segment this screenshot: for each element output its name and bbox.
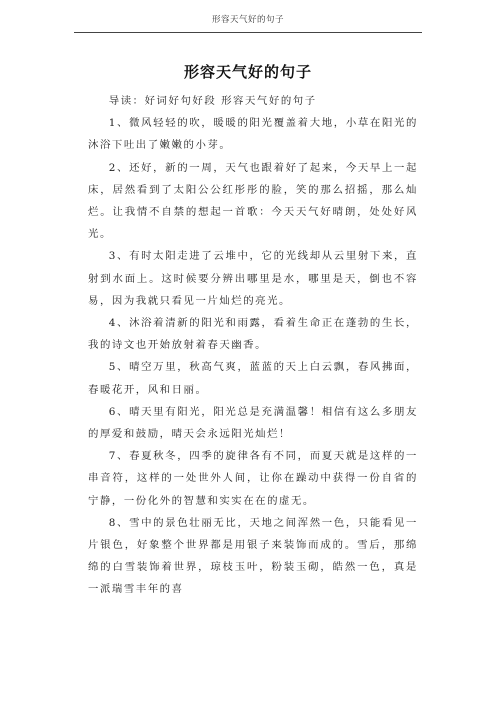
- document-title: 形容天气好的句子: [183, 63, 312, 81]
- paragraph-8: 8、雪中的景色壮丽无比，天地之间浑然一色，只能看见一片银色，好象整个世界都是用银子来装饰而成的。雪后，那绵绵的白雪装饰着世界，琼枝玉叶，粉装玉砌，皓然一色，真是一派瑞雪丰年的喜: [88, 516, 418, 596]
- paragraph-5: 5、晴空万里，秋高气爽，蓝蓝的天上白云飘，春风拂面，春暖花开，风和日丽。: [88, 361, 418, 396]
- paragraph-2: 2、还好，新的一周，天气也跟着好了起来，今天早上一起床，居然看到了太阳公公红彤彤的脸，笑的那么招摇，那么灿烂。让我情不自禁的想起一首歌：今天天气好晴朗，处处好风光。: [88, 161, 418, 241]
- paragraph-3: 3、有时太阳走进了云堆中，它的光线却从云里射下来，直射到水面上。这时候要分辨出哪里是水，哪里是天，倒也不容易，因为我就只看见一片灿烂的亮光。: [88, 250, 418, 307]
- paragraph-6: 6、晴天里有阳光，阳光总是充满温馨！相信有这么多朋友的厚爱和鼓励，晴天会永远阳光灿烂！: [88, 405, 418, 441]
- running-header: 形容天气好的句子: [211, 15, 284, 25]
- lead-paragraph: 导读：好词好句好段 形容天气好的句子: [108, 95, 317, 107]
- paragraph-1: 1、微风轻轻的吹，暖暖的阳光覆盖着大地，小草在阳光的沐浴下吐出了嫩嫩的小芽。: [88, 117, 418, 152]
- document-body: [88, 90, 418, 601]
- paragraph-4: 4、沐浴着清新的阳光和雨露，看着生命正在蓬勃的生长，我的诗文也开始放射着春天幽香。: [88, 317, 418, 352]
- header-divider: [74, 32, 422, 33]
- paragraph-7: 7、春夏秋冬，四季的旋律各有不同，而夏天就是这样的一串音符，这样的一处世外人间，让你在躁动中获得一份自省的宁静，一份化外的智慧和实实在在的虚无。: [88, 450, 418, 507]
